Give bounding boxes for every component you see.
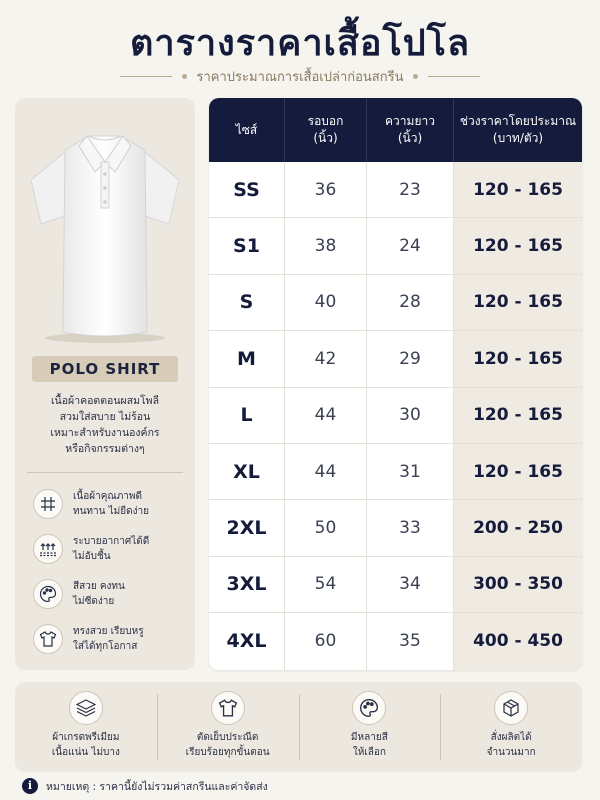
table-row	[209, 218, 582, 274]
table-row	[209, 162, 582, 218]
cell-price: 120 - 165	[454, 275, 582, 330]
cell-chest: 60	[285, 613, 367, 669]
product-panel	[15, 98, 195, 670]
feature-line: ไม่อับชื้น	[73, 551, 111, 562]
footnote	[22, 777, 268, 795]
cell-size: XL	[209, 444, 285, 499]
page-title: ตารางราคาเสื้อโปโล	[129, 23, 471, 64]
cell-size: S	[209, 275, 285, 330]
cell-chest: 44	[285, 444, 367, 499]
cell-size: SS	[209, 162, 285, 217]
header-length: ความยาว (นิ้ว)	[367, 98, 454, 162]
feature-line: เนื้อผ้าคุณภาพดี	[73, 491, 142, 502]
bottom-feature-line: เรียบร้อยทุกขั้นตอน	[185, 747, 270, 758]
cell-chest: 38	[285, 218, 367, 273]
cell-price: 120 - 165	[454, 331, 582, 386]
bottom-feature-line: ให้เลือก	[352, 747, 386, 758]
cell-chest: 36	[285, 162, 367, 217]
table-header	[209, 98, 582, 162]
subtitle-line-right	[428, 76, 480, 77]
feature-line: ทรงสวย เรียบหรู	[73, 626, 144, 637]
feature-item	[33, 574, 193, 614]
subtitle-dot-left	[182, 74, 187, 79]
table-row	[209, 500, 582, 556]
cell-chest: 42	[285, 331, 367, 386]
header-chest: รอบอก (นิ้ว)	[285, 98, 367, 162]
header-size: ไซส์	[209, 98, 285, 162]
cell-size: 4XL	[209, 613, 285, 669]
product-description	[23, 393, 187, 457]
cell-price: 120 - 165	[454, 444, 582, 499]
feature-line: ไม่ซีดง่าย	[73, 596, 115, 607]
bottom-feature-line: มีหลายสี	[350, 732, 388, 743]
cell-size: L	[209, 388, 285, 443]
footnote-text: หมายเหตุ : ราคานี้ยังไม่รวมค่าสกรีนและค่าจัดส่ง	[46, 780, 268, 793]
cell-chest: 54	[285, 557, 367, 612]
description-line: สวมใส่สบาย ไม่ร้อน	[59, 411, 151, 423]
cell-price: 400 - 450	[454, 613, 582, 669]
panel-divider	[27, 472, 183, 473]
bottom-feature-item	[15, 682, 157, 772]
bottom-feature-line: ผ้าเกรดพรีเมียม	[52, 732, 120, 743]
cell-length: 23	[367, 162, 454, 217]
bottom-feature-line: ตัดเย็บประณีต	[196, 732, 259, 743]
subtitle-dot-right	[413, 74, 418, 79]
palette-icon	[352, 691, 386, 725]
cell-length: 33	[367, 500, 454, 555]
cell-length: 31	[367, 444, 454, 499]
cell-size: M	[209, 331, 285, 386]
table-row	[209, 331, 582, 387]
bottom-features	[15, 682, 582, 772]
price-table	[209, 98, 582, 670]
tshirt-icon	[33, 624, 63, 654]
cell-price: 120 - 165	[454, 162, 582, 217]
cell-chest: 44	[285, 388, 367, 443]
table-row	[209, 557, 582, 613]
product-badge: POLO SHIRT	[32, 356, 178, 382]
cell-price: 120 - 165	[454, 388, 582, 443]
bottom-feature-line: สั่งผลิตได้	[490, 732, 532, 743]
bottom-feature-line: จำนวนมาก	[486, 747, 536, 758]
cell-chest: 40	[285, 275, 367, 330]
info-icon: i	[22, 778, 38, 794]
cell-length: 35	[367, 613, 454, 669]
feature-item	[33, 529, 193, 569]
breathable-icon	[33, 534, 63, 564]
subtitle-line-left	[120, 76, 172, 77]
feature-line: ระบายอากาศได้ดี	[73, 536, 150, 547]
cell-size: 2XL	[209, 500, 285, 555]
description-line: เนื้อผ้าคอตตอนผสมโพลี	[50, 395, 160, 407]
feature-line: สีสวย คงทน	[73, 581, 125, 592]
description-line: เหมาะสำหรับงานองค์กร	[50, 427, 160, 439]
cell-length: 34	[367, 557, 454, 612]
fabric-grid-icon	[33, 489, 63, 519]
table-row	[209, 275, 582, 331]
cell-price: 300 - 350	[454, 557, 582, 612]
bottom-feature-item	[157, 682, 299, 772]
subtitle-row	[0, 66, 600, 86]
cell-price: 200 - 250	[454, 500, 582, 555]
table-body	[209, 162, 582, 670]
bottom-feature-item	[299, 682, 441, 772]
table-row	[209, 444, 582, 500]
bottom-feature-item	[440, 682, 582, 772]
cell-length: 28	[367, 275, 454, 330]
feature-item	[33, 619, 193, 659]
table-row	[209, 388, 582, 444]
cell-chest: 50	[285, 500, 367, 555]
description-line: หรือกิจกรรมต่างๆ	[65, 443, 145, 455]
polo-shirt-image	[25, 106, 185, 346]
feature-line: ใส่ได้ทุกโอกาส	[73, 641, 138, 652]
cell-price: 120 - 165	[454, 218, 582, 273]
tshirt-icon	[211, 691, 245, 725]
cell-length: 29	[367, 331, 454, 386]
cell-length: 24	[367, 218, 454, 273]
bottom-feature-line: เนื้อแน่น ไม่บาง	[51, 747, 120, 758]
header-price: ช่วงราคาโดยประมาณ (บาท/ตัว)	[459, 114, 577, 145]
layers-icon	[69, 691, 103, 725]
table-row	[209, 613, 582, 669]
palette-icon	[33, 579, 63, 609]
cell-size: 3XL	[209, 557, 285, 612]
box-icon	[494, 691, 528, 725]
page-subtitle: ราคาประมาณการเสื้อเปล่าก่อนสกรีน	[196, 69, 404, 85]
cell-length: 30	[367, 388, 454, 443]
feature-line: ทนทาน ไม่ยืดง่าย	[73, 506, 149, 517]
cell-size: S1	[209, 218, 285, 273]
feature-item	[33, 484, 193, 524]
